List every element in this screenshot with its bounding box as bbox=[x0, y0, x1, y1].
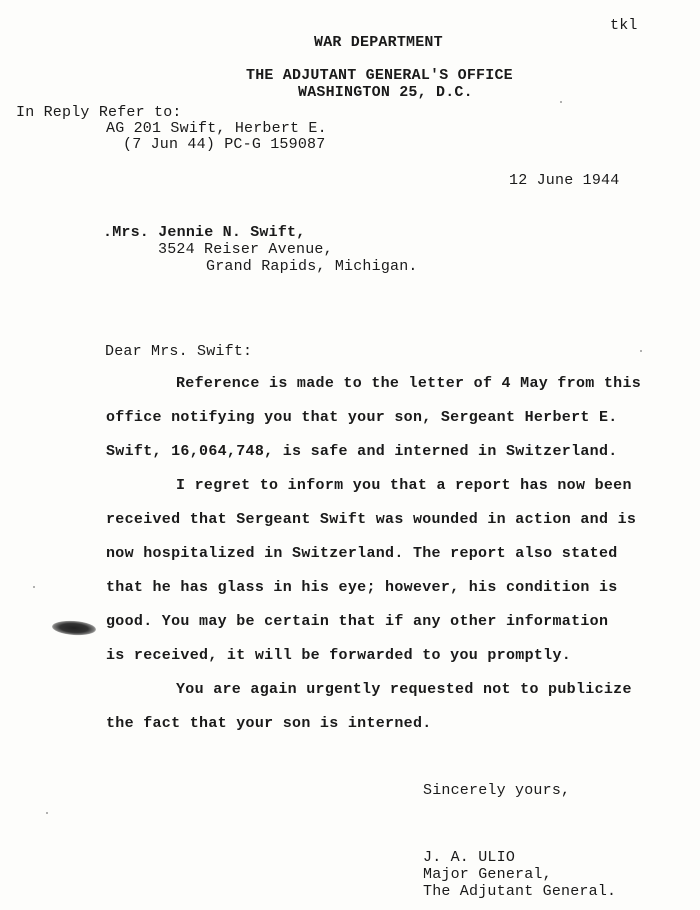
letterhead-office: THE ADJUTANT GENERAL'S OFFICE bbox=[246, 67, 513, 84]
reference-file: AG 201 Swift, Herbert E. bbox=[106, 120, 327, 137]
body-line: Swift, 16,064,748, is safe and interned in Switzerland. bbox=[106, 443, 618, 460]
letterhead-city: WASHINGTON 25, D.C. bbox=[298, 84, 473, 101]
body-line: office notifying you that your son, Sergeant Herbert E. bbox=[106, 409, 618, 426]
body-line: good. You may be certain that if any other information bbox=[106, 613, 609, 630]
body-line: You are again urgently requested not to publicize bbox=[176, 681, 632, 698]
recipient-name: .Mrs. Jennie N. Swift, bbox=[103, 224, 306, 241]
signature-title: The Adjutant General. bbox=[423, 883, 617, 900]
signature-rank: Major General, bbox=[423, 866, 552, 883]
reference-label: In Reply Refer to: bbox=[16, 104, 182, 121]
paper-speck bbox=[33, 586, 35, 588]
paper-speck bbox=[640, 350, 642, 352]
body-line: that he has glass in his eye; however, his condition is bbox=[106, 579, 618, 596]
body-line: the fact that your son is interned. bbox=[106, 715, 432, 732]
body-line: received that Sergeant Swift was wounded in action and is bbox=[106, 511, 637, 528]
reference-code: (7 Jun 44) PC-G 159087 bbox=[123, 136, 326, 153]
body-line: now hospitalized in Switzerland. The report also stated bbox=[106, 545, 618, 562]
letter-date: 12 June 1944 bbox=[509, 172, 620, 189]
letterhead-department: WAR DEPARTMENT bbox=[314, 34, 443, 51]
paper-speck bbox=[46, 812, 48, 814]
recipient-city: Grand Rapids, Michigan. bbox=[206, 258, 418, 275]
recipient-street: 3524 Reiser Avenue, bbox=[158, 241, 333, 258]
body-line: Reference is made to the letter of 4 May from this bbox=[176, 375, 642, 392]
body-line: I regret to inform you that a report has now been bbox=[176, 477, 632, 494]
signature-name: J. A. ULIO bbox=[423, 849, 516, 866]
closing: Sincerely yours, bbox=[423, 782, 571, 799]
ink-smudge bbox=[52, 619, 97, 636]
corner-mark: tkl bbox=[610, 17, 638, 34]
salutation: Dear Mrs. Swift: bbox=[105, 343, 253, 360]
paper-speck bbox=[560, 101, 562, 103]
body-line: is received, it will be forwarded to you promptly. bbox=[106, 647, 572, 664]
